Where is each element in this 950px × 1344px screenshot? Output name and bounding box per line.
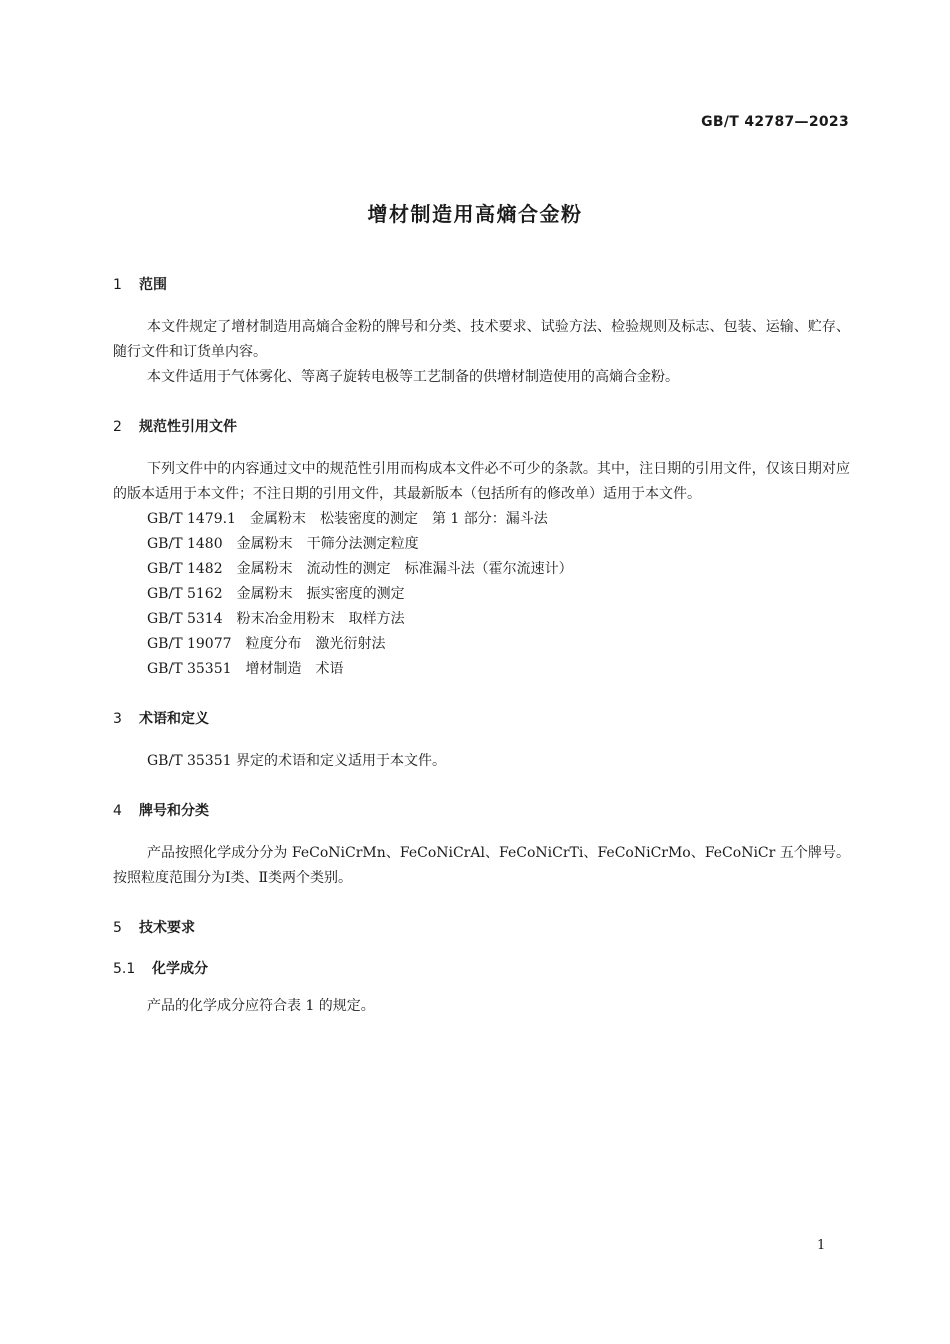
section-5-1-title: 化学成分 xyxy=(152,961,208,977)
section-2-intro: 下列文件中的内容通过文中的规范性引用而构成本文件必不可少的条款。其中，注日期的引用文件，仅该日期对应的版本适用于本文件；不注日期的引用文件，其最新版本（包括所有的修改单）适用于本文件。 xyxy=(113,461,850,502)
section-1-number: 1 xyxy=(113,277,122,293)
reference-item: GB/T 19077 粒度分布 激光衍射法 xyxy=(147,636,386,652)
section-2-heading xyxy=(113,416,850,438)
section-1-paragraph-1: 本文件规定了增材制造用高熵合金粉的牌号和分类、技术要求、试验方法、检验规则及标志、包装、运输、贮存、随行文件和订货单内容。 xyxy=(113,319,850,360)
section-3-heading xyxy=(113,708,850,730)
section-3-paragraph: GB/T 35351 界定的术语和定义适用于本文件。 xyxy=(147,753,446,769)
section-4-number: 4 xyxy=(113,803,122,819)
section-3-number: 3 xyxy=(113,711,122,727)
document-title: 增材制造用高熵合金粉 xyxy=(367,202,583,226)
reference-item: GB/T 1480 金属粉末 干筛分法测定粒度 xyxy=(147,536,419,552)
reference-item: GB/T 1479.1 金属粉末 松装密度的测定 第 1 部分：漏斗法 xyxy=(147,511,548,527)
section-5-1-paragraph: 产品的化学成分应符合表 1 的规定。 xyxy=(147,998,375,1014)
standard-number: GB/T 42787—2023 xyxy=(701,114,849,130)
section-4-title: 牌号和分类 xyxy=(139,803,209,819)
section-5-heading xyxy=(113,917,850,939)
section-1-title: 范围 xyxy=(139,277,167,293)
section-1-heading xyxy=(113,274,850,296)
reference-item: GB/T 5162 金属粉末 振实密度的测定 xyxy=(147,586,405,602)
section-5-1-heading xyxy=(113,958,850,980)
reference-item: GB/T 1482 金属粉末 流动性的测定 标准漏斗法（霍尔流速计） xyxy=(147,561,573,577)
document-body xyxy=(113,274,850,1019)
reference-item: GB/T 35351 增材制造 术语 xyxy=(147,661,344,677)
section-4-paragraph: 产品按照化学成分分为 FeCoNiCrMn、FeCoNiCrAl、FeCoNiCrTi、FeCoNiCrMo、FeCoNiCr 五个牌号。按照粒度范围分为Ⅰ类、Ⅱ类两个类别。 xyxy=(113,845,850,886)
section-2-number: 2 xyxy=(113,419,122,435)
section-5-number: 5 xyxy=(113,920,122,936)
page-number: 1 xyxy=(817,1238,826,1253)
section-1-paragraph-2: 本文件适用于气体雾化、等离子旋转电极等工艺制备的供增材制造使用的高熵合金粉。 xyxy=(147,369,679,385)
section-2-title: 规范性引用文件 xyxy=(139,419,237,435)
section-5-title: 技术要求 xyxy=(139,920,195,936)
section-5-1-number: 5.1 xyxy=(113,961,136,977)
reference-item: GB/T 5314 粉末冶金用粉末 取样方法 xyxy=(147,611,405,627)
section-4-heading xyxy=(113,800,850,822)
section-3-title: 术语和定义 xyxy=(139,711,209,727)
